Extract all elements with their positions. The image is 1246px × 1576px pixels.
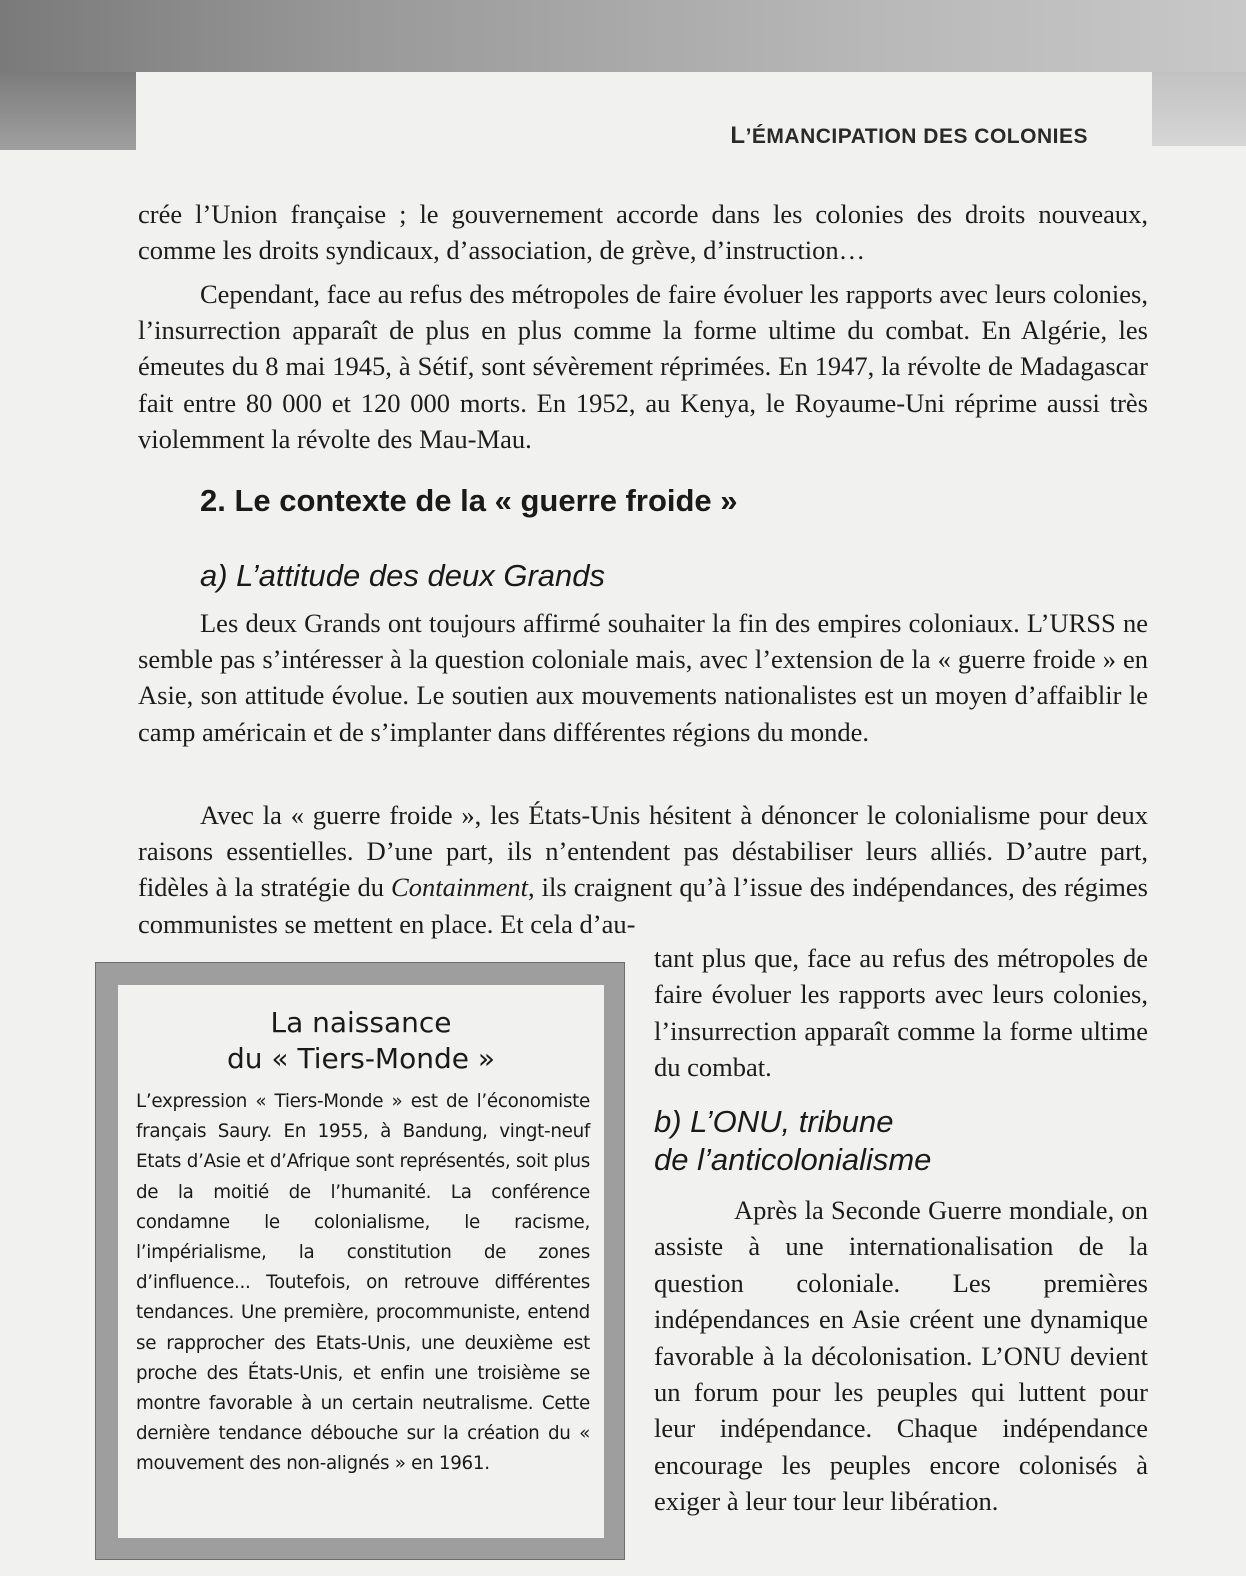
paragraph-4-continuation: tant plus que, face au refus des métropoles de faire évoluer les rapports avec leurs colonies, l’insurrection apparaît comme la forme ultime du combat. xyxy=(654,943,1148,1083)
running-head xyxy=(730,122,1088,150)
paragraph-4-italic: Containment xyxy=(391,872,528,903)
paragraph-1: crée l’Union française ; le gouvernement accorde dans les colonies des droits nouveaux, comme les droits syndicaux, d’association, de grève, d’instruction… xyxy=(138,199,1148,266)
paragraph-3: Les deux Grands ont toujours affirmé souhaiter la fin des empires coloniaux. L’URSS ne semble pas s’intéresser à la question coloniale mais, avec l’extension de la « guerre froide » en Asie, son attitude évolue. Le soutien aux mouvements nationalistes est un moyen d’affaiblir le camp américain et de s’implanter dans différentes régions du monde. xyxy=(138,608,1148,747)
running-head-text: ’ÉMANCIPATION DES COLONIES xyxy=(745,125,1088,148)
sidebar-box-title-line2: du « Tiers-Monde » xyxy=(227,1042,495,1075)
subsection-b-title-line1: b) L’ONU, tribune xyxy=(654,1104,894,1139)
subsection-a-title: a) L’attitude des deux Grands xyxy=(200,558,605,593)
paragraph-4-part2: , ils craignent qu’à l’issue des indépendances, des régimes communistes se mettent en place. Et cela d’au- xyxy=(138,872,1148,939)
header-band xyxy=(0,0,1246,72)
section-2-title: 2. Le contexte de la « guerre froide » xyxy=(200,483,738,518)
paragraph-2: Cependant, face au refus des métropoles de faire évoluer les rapports avec leurs colonies, l’insurrection apparaît de plus en plus comme la forme ultime du combat. En Algérie, les émeutes du 8 mai 1945, à Sétif, sont sévèrement réprimées. En 1947, la révolte de Madagascar fait entre 80 000 et 120 000 morts. En 1952, au Kenya, le Royaume-Uni réprime aussi très violemment la révolte des Mau-Mau. xyxy=(138,279,1148,454)
subsection-b-title xyxy=(654,1103,931,1179)
paragraph-4-part1: Avec la « guerre froide », les États-Unis hésitent à dénoncer le colonialisme pour deux raisons essentielles. D’une part, ils n’entendent pas déstabiliser leurs alliés. D’autre part, fidèles à la stratégie du xyxy=(138,800,1148,903)
running-head-initial: L xyxy=(730,122,746,149)
sidebar-box xyxy=(118,985,604,1538)
header-left-block xyxy=(0,72,136,150)
sidebar-box-text: L’expression « Tiers-Monde » est de l’économiste français Saury. En 1955, à Bandung, vingt-neuf Etats d’Asie et d’Afrique sont représentés, soit plus de la moitié de l’humanité. La conférence condamne le colonialisme, le racisme, l’impérialisme, la constitution de zones d’influence... Toutefois, on retrouve différentes tendances. Une première, procommuniste, entend se rapprocher des Etats-Unis, une deuxième est proche des États-Unis, et enfin une troisième se montre favorable à un certain neutralisme. Cette dernière tendance débouche sur la création du « mouvement des non-alignés » en 1961. xyxy=(136,1091,590,1475)
paragraph-5: Après la Seconde Guerre mondiale, on assiste à une internationalisation de la question coloniale. Les premières indépendances en Asie créent une dynamique favorable à la décolonisation. L’ONU devient un forum pour les peuples qui luttent pour leur indépendance. Chaque indépendance encourage les peuples encore colonisés à exiger à leur tour leur libération. xyxy=(654,1195,1148,1517)
sidebar-box-title-line1: La naissance xyxy=(270,1006,452,1039)
sidebar-box-title xyxy=(118,1005,604,1077)
header-right-block xyxy=(1152,72,1246,146)
subsection-b-title-line2: de l’anticolonialisme xyxy=(654,1142,932,1177)
paragraph-4 xyxy=(138,797,1148,942)
